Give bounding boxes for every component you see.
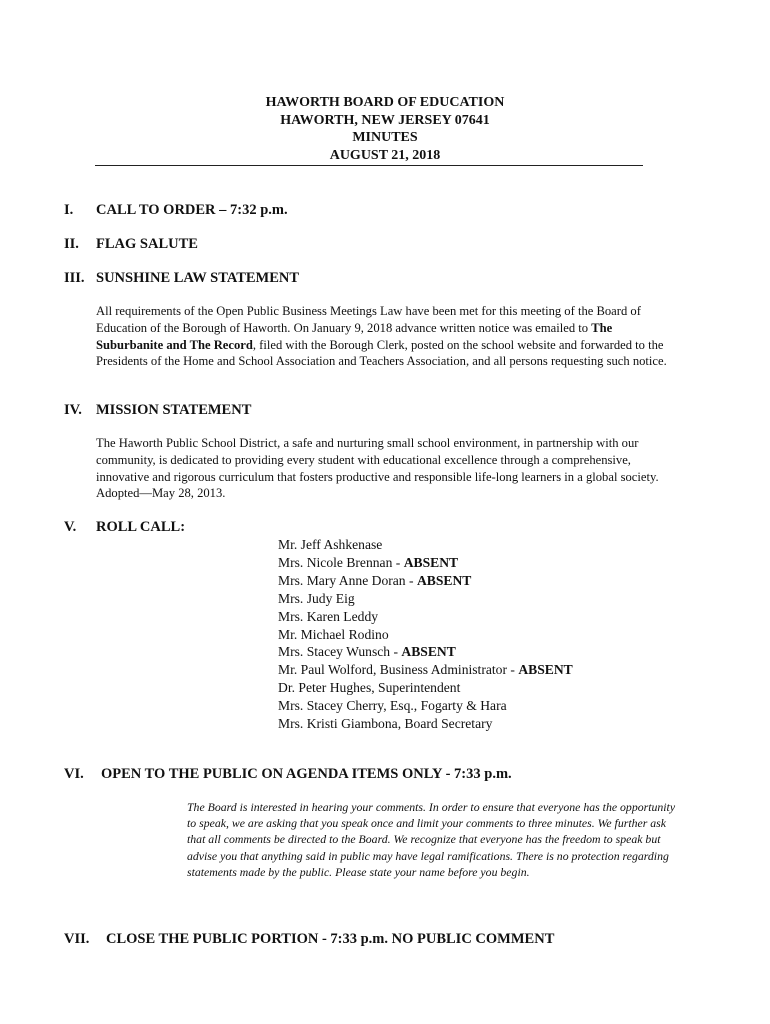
member-name: Mrs. Stacey Wunsch - <box>278 644 402 660</box>
section-1-number: I. <box>64 202 74 218</box>
section-3-number: III. <box>64 270 85 286</box>
sunshine-newspapers: The Suburbanite and The Record <box>96 320 613 352</box>
section-4-number: IV. <box>64 402 82 418</box>
section-6-number: VI. <box>64 766 84 782</box>
roll-call-member <box>278 679 573 697</box>
header-line-1: HAWORTH BOARD OF EDUCATION <box>265 95 505 110</box>
roll-call-member <box>278 715 573 733</box>
roll-call-member <box>278 590 573 608</box>
member-name: Mr. Jeff Ashkenase <box>278 537 383 552</box>
member-name: Mr. Michael Rodino <box>278 626 389 642</box>
header-divider <box>95 165 643 166</box>
sunshine-text-b: , filed with the Borough Clerk, posted on the school website and forwarded to the Presidents of the Home and School Association and Teachers Association, and all persons requesting such notice. <box>96 337 667 369</box>
member-name: Mrs. Judy Eig <box>278 590 355 606</box>
member-status: ABSENT <box>401 644 456 660</box>
section-4-title: MISSION STATEMENT <box>96 402 252 418</box>
member-status: ABSENT <box>403 554 459 570</box>
roll-call-member <box>278 554 573 572</box>
member-name: Mrs. Kristi Giambona, Board Secretary <box>278 716 493 732</box>
section-5-title: ROLL CALL: <box>96 519 186 535</box>
section-2-number: II. <box>64 236 79 252</box>
section-3-title: SUNSHINE LAW STATEMENT <box>96 270 300 286</box>
roll-call-member <box>278 608 573 626</box>
section-7-number: VII. <box>64 931 90 947</box>
roll-call-member <box>278 536 573 554</box>
section-5-number: V. <box>64 519 77 535</box>
header-line-4: AUGUST 21, 2018 <box>329 147 441 163</box>
member-status: ABSENT <box>416 572 472 588</box>
roll-call-member <box>278 697 573 715</box>
sunshine-text-a: All requirements of the Open Public Business Meetings Law have been met for this meeting of the Board of Education of the Borough of Haworth. On January 9, 2018 advance written notice was emailed to <box>96 304 641 335</box>
header-line-3: MINUTES <box>352 130 418 145</box>
member-status: ABSENT <box>518 662 573 678</box>
sunshine-law-paragraph <box>96 303 681 370</box>
member-name: Mr. Paul Wolford, Business Administrator - <box>278 662 519 678</box>
document-header <box>0 94 770 164</box>
public-comment-notice: The Board is interested in hearing your comments. In order to ensure that everyone has the opportunity to speak, we are asking that you speak once and limit your comments to three minutes. We further ask that all comments be directed to the Board. We recognize that everyone has the freedom to speak but advise you that anything said in public may have legal ramifications. There is no protection regarding statements made by the public. Please state your name before you begin. <box>187 800 676 879</box>
roll-call-member <box>278 626 573 644</box>
roll-call-list <box>278 536 573 733</box>
roll-call-member <box>278 643 573 661</box>
section-7-title: CLOSE THE PUBLIC PORTION - 7:33 p.m. NO PUBLIC COMMENT <box>106 931 555 947</box>
member-name: Mrs. Nicole Brennan - <box>278 554 404 570</box>
mission-statement-paragraph: The Haworth Public School District, a safe and nurturing small school environment, in partnership with our community, is dedicated to providing every student with educational excellence through a comprehensive, innovative and rigorous curriculum that fosters productive and responsible life-long learners in a global society. Adopted—May 28, 2013. <box>96 436 659 501</box>
member-name: Mrs. Stacey Cherry, Esq., Fogarty & Hara <box>278 698 507 714</box>
section-1-title: CALL TO ORDER – 7:32 p.m. <box>96 202 288 218</box>
roll-call-member <box>278 661 573 679</box>
section-2-title: FLAG SALUTE <box>96 236 198 252</box>
section-6-title: OPEN TO THE PUBLIC ON AGENDA ITEMS ONLY - 7:33 p.m. <box>101 766 512 782</box>
member-name: Mrs. Mary Anne Doran - <box>278 572 417 588</box>
member-name: Dr. Peter Hughes, Superintendent <box>278 680 461 696</box>
member-name: Mrs. Karen Leddy <box>278 608 379 624</box>
roll-call-member <box>278 572 573 590</box>
header-line-2: HAWORTH, NEW JERSEY 07641 <box>280 112 490 128</box>
